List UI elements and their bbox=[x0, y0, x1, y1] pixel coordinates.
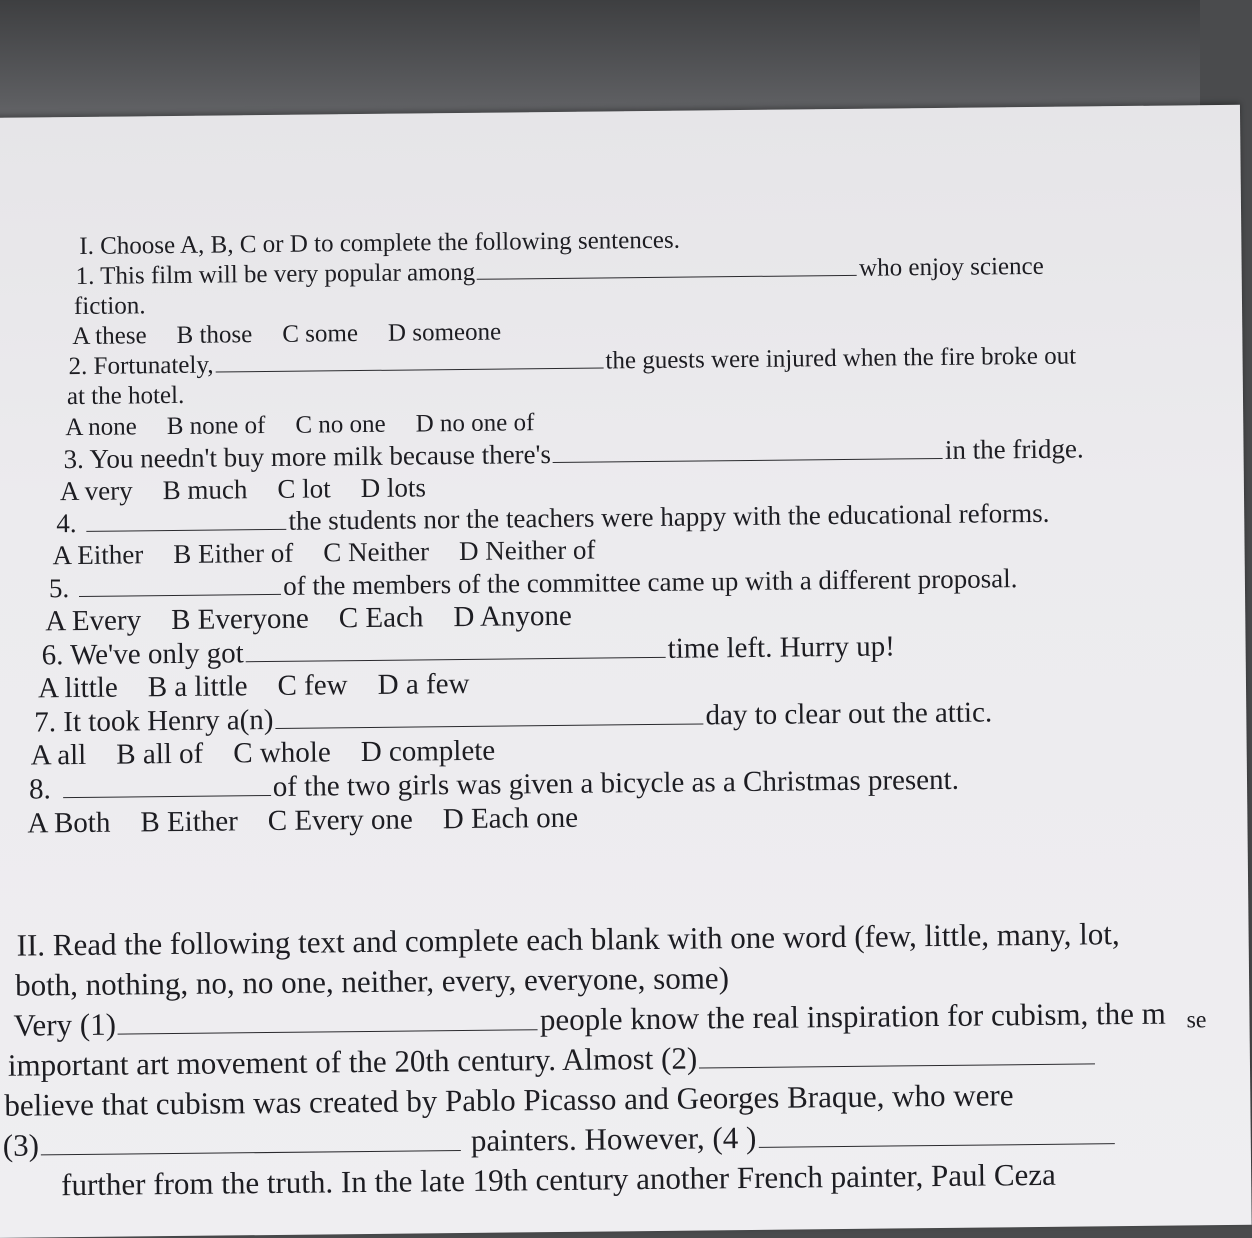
section1-heading: I. Choose A, B, C or D to complete the following sentences. bbox=[79, 226, 681, 260]
q6-option-c[interactable]: C few bbox=[277, 669, 348, 702]
passage-line5: further from the truth. In the late 19th century another French painter, Paul Ceza bbox=[60, 1156, 1057, 1203]
q4-option-b[interactable]: B Either of bbox=[173, 537, 294, 569]
q5-option-d[interactable]: D Anyone bbox=[453, 599, 572, 634]
passage-text: people know the real inspiration for cubism, the m bbox=[539, 995, 1166, 1038]
q6-blank[interactable] bbox=[246, 656, 666, 662]
passage-text: Very (1) bbox=[13, 1006, 117, 1043]
q5-options bbox=[45, 600, 572, 639]
q3-option-a[interactable]: A very bbox=[59, 475, 133, 507]
q7-options bbox=[31, 735, 496, 773]
q7-text: 7. It took Henry a(n) bbox=[34, 703, 274, 739]
q2-blank[interactable] bbox=[216, 366, 604, 372]
passage-text: important art movement of the 20th century. Almost (2) bbox=[7, 1040, 698, 1083]
q4-option-d[interactable]: D Neither of bbox=[458, 534, 596, 567]
q3-option-c[interactable]: C lot bbox=[277, 473, 331, 504]
blank-4[interactable] bbox=[758, 1142, 1114, 1148]
q5-blank[interactable] bbox=[79, 593, 281, 597]
q3-blank[interactable] bbox=[553, 457, 943, 463]
q7-option-d[interactable]: D complete bbox=[360, 734, 496, 769]
q7-option-b[interactable]: B all of bbox=[116, 737, 204, 771]
q4-text-after: the students nor the teachers were happy with the educational reforms. bbox=[288, 497, 1050, 536]
q6-option-a[interactable]: A little bbox=[37, 671, 118, 705]
blank-1[interactable] bbox=[118, 1028, 538, 1034]
q8-option-b[interactable]: B Either bbox=[140, 805, 239, 839]
q8-option-a[interactable]: A Both bbox=[27, 806, 111, 840]
q7-option-c[interactable]: C whole bbox=[233, 736, 331, 770]
q5-option-a[interactable]: A Every bbox=[45, 604, 142, 638]
q2-text-after: the guests were injured when the fire broke out bbox=[605, 342, 1077, 375]
q8-blank[interactable] bbox=[63, 794, 271, 798]
worksheet-paper bbox=[0, 105, 1252, 1238]
q1-options bbox=[72, 319, 501, 351]
q6-text-after: time left. Hurry up! bbox=[667, 630, 895, 665]
q1-text: 1. This film will be very popular among bbox=[75, 258, 476, 291]
q7-blank[interactable] bbox=[276, 722, 704, 728]
q4-option-c[interactable]: C Neither bbox=[323, 536, 430, 568]
q1-option-a[interactable]: A these bbox=[72, 322, 147, 351]
q6-option-d[interactable]: D a few bbox=[377, 667, 470, 701]
passage-text: painters. However, (4 ) bbox=[470, 1119, 757, 1158]
q2-option-b[interactable]: B none of bbox=[166, 412, 266, 441]
q1-option-b[interactable]: B those bbox=[176, 321, 253, 349]
q2-text: 2. Fortunately, bbox=[68, 351, 214, 381]
passage-text: (3) bbox=[2, 1127, 40, 1163]
q6-options bbox=[38, 668, 470, 706]
q8-option-c[interactable]: C Every one bbox=[267, 803, 413, 838]
q5-number: 5. bbox=[48, 573, 70, 604]
q4-blank[interactable] bbox=[87, 528, 287, 532]
q3-option-d[interactable]: D lots bbox=[360, 472, 427, 504]
q3-option-b[interactable]: B much bbox=[162, 474, 248, 506]
q1-text-after: who enjoy science bbox=[858, 252, 1044, 282]
q2-option-a[interactable]: A none bbox=[65, 413, 137, 442]
q3-options bbox=[60, 472, 426, 507]
q8-option-d[interactable]: D Each one bbox=[442, 801, 579, 836]
q4-options bbox=[52, 535, 595, 572]
q8-options bbox=[27, 802, 578, 841]
q8-number: 8. bbox=[28, 773, 51, 806]
q1-blank[interactable] bbox=[477, 274, 857, 280]
q7-option-a[interactable]: A all bbox=[30, 738, 87, 772]
q5-option-b[interactable]: B Everyone bbox=[170, 602, 309, 637]
q2-option-d[interactable]: D no one of bbox=[415, 409, 535, 438]
blank-3[interactable] bbox=[41, 1149, 461, 1155]
q7-text-after: day to clear out the attic. bbox=[705, 696, 993, 732]
q2-option-c[interactable]: C no one bbox=[295, 410, 386, 439]
passage-line3: believe that cubism was created by Pablo Picasso and Georges Braque, who were bbox=[4, 1077, 1014, 1123]
blank-2[interactable] bbox=[699, 1062, 1095, 1068]
q1-option-c[interactable]: C some bbox=[282, 320, 359, 348]
q2-options bbox=[65, 409, 534, 442]
passage-line4 bbox=[3, 1116, 1117, 1164]
q4-option-a[interactable]: A Either bbox=[52, 539, 144, 571]
q4-number: 4. bbox=[56, 508, 77, 539]
q1-option-d[interactable]: D someone bbox=[387, 318, 502, 347]
q1-continuation: fiction. bbox=[73, 292, 146, 321]
q6-option-b[interactable]: B a little bbox=[147, 670, 248, 704]
q3-text-after: in the fridge. bbox=[944, 433, 1084, 465]
passage-edge-text: se bbox=[1186, 1007, 1207, 1034]
q3-text: 3. You needn't buy more milk because there's bbox=[63, 439, 552, 475]
q2-continuation: at the hotel. bbox=[66, 381, 185, 411]
q6-text: 6. We've only got bbox=[41, 637, 244, 672]
q8-text-after: of the two girls was given a bicycle as a Christmas present. bbox=[272, 763, 960, 803]
passage-line2 bbox=[8, 1036, 1098, 1083]
q5-text-after: of the members of the committee came up with a different proposal. bbox=[283, 563, 1018, 601]
section2-heading-line1: II. Read the following text and complete each blank with one word (few, little, many, lot, bbox=[16, 916, 1120, 963]
section2-heading-line2: both, nothing, no, no one, neither, every, everyone, some) bbox=[14, 960, 730, 1003]
q5-option-c[interactable]: C Each bbox=[338, 601, 424, 635]
